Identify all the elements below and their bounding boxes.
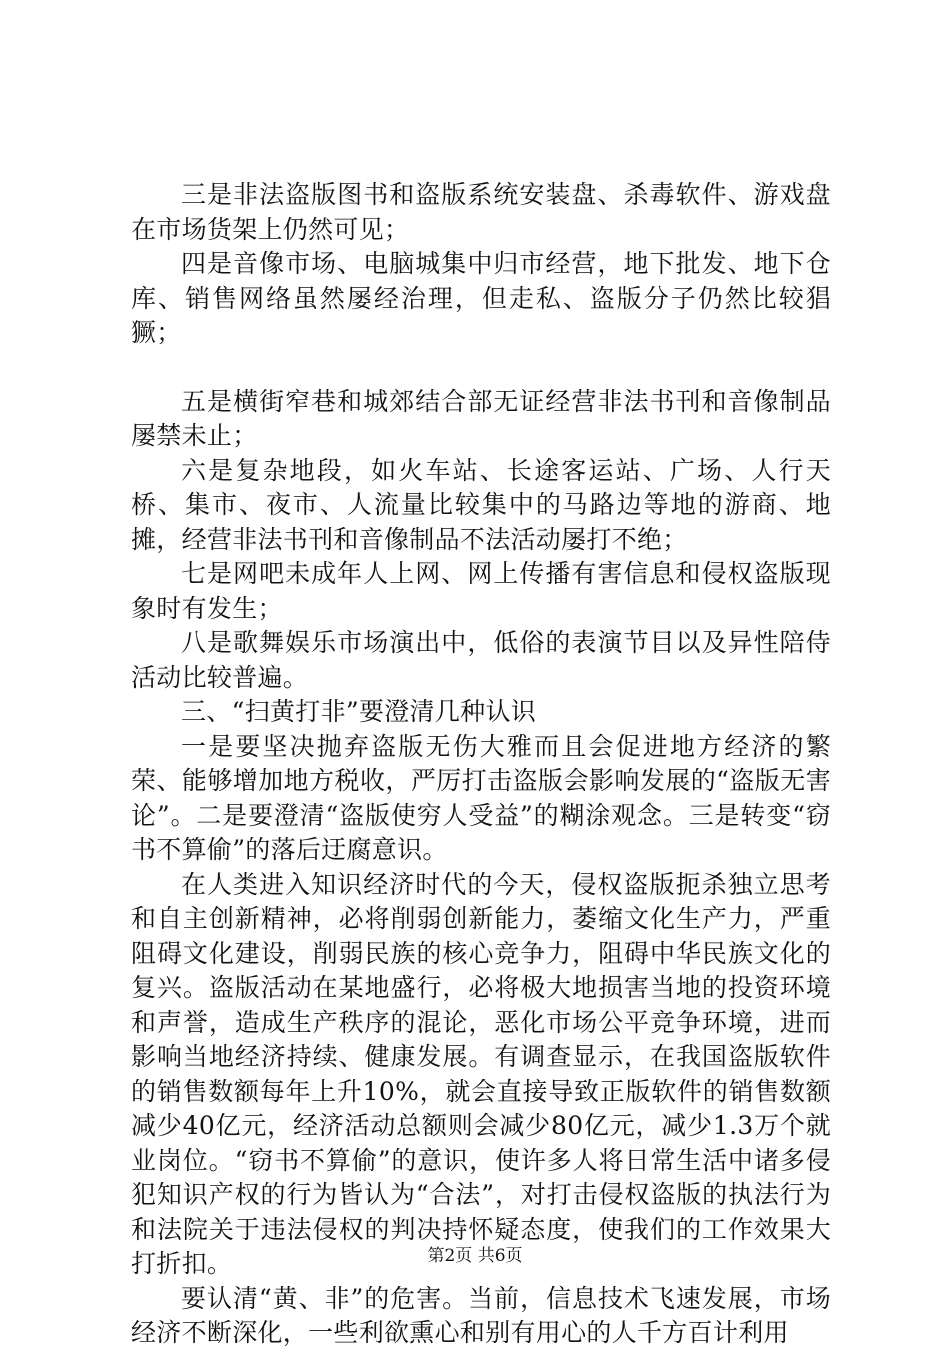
paragraph-item-8: 八是歌舞娱乐市场演出中，低俗的表演节目以及异性陪侍活动比较普遍。 xyxy=(131,628,831,692)
paragraph-harm: 要认清“黄、非”的危害。当前，信息技术飞速发展，市场经济不断深化，一些利欲熏心和别有用心的人千方百计利用 xyxy=(131,1283,831,1347)
paragraph-item-5: 五是横街窄巷和城郊结合部无证经营非法书刊和音像制品屡禁未止； xyxy=(131,386,831,450)
document-body xyxy=(131,178,831,1351)
paragraph-item-6: 六是复杂地段，如火车站、长途客运站、广场、人行天桥、集市、夜市、人流量比较集中的马路边等地的游商、地摊，经营非法书刊和音像制品不法活动屡打不绝； xyxy=(131,455,831,554)
paragraph-knowledge-economy: 在人类进入知识经济时代的今天，侵权盗版扼杀独立思考和自主创新精神，必将削弱创新能力，萎缩文化生产力，严重阻碍文化建设，削弱民族的核心竞争力，阻碍中华民族文化的复兴。盗版活动在某地盛行，必将极大地损害当地的投资环境和声誉，造成生产秩序的混论，恶化市场公平竞争环境，进而影响当地经济持续、健康发展。有调查显示，在我国盗版软件的销售数额每年上升10%，就会直接导致正版软件的销售数额减少40亿元，经济活动总额则会减少80亿元，减少1.3万个就业岗位。“窃书不算偷”的意识，使许多人将日常生活中诸多侵犯知识产权的行为皆认为“合法”，对打击侵权盗版的执法行为和法院关于违法侵权的判决持怀疑态度，使我们的工作效果大打折扣。 xyxy=(131,869,831,1278)
section-heading: 三、“扫黄打非”要澄清几种认识 xyxy=(181,697,537,726)
paragraph-recognitions: 一是要坚决抛弃盗版无伤大雅而且会促进地方经济的繁荣、能够增加地方税收，严厉打击盗版会影响发展的“盗版无害论”。二是要澄清“盗版使穷人受益”的糊涂观念。三是转变“窃书不算偷”的落后迂腐意识。 xyxy=(131,731,831,864)
paragraph-item-3: 三是非法盗版图书和盗版系统安装盘、杀毒软件、游戏盘在市场货架上仍然可见； xyxy=(131,180,831,244)
page-footer: 第2页 共6页 xyxy=(427,1246,523,1266)
paragraph-item-4: 四是音像市场、电脑城集中归市经营，地下批发、地下仓库、销售网络虽然屡经治理，但走私、盗版分子仍然比较猖獗； xyxy=(131,249,831,347)
paragraph-item-7: 七是网吧未成年人上网、网上传播有害信息和侵权盗版现象时有发生； xyxy=(131,559,831,623)
